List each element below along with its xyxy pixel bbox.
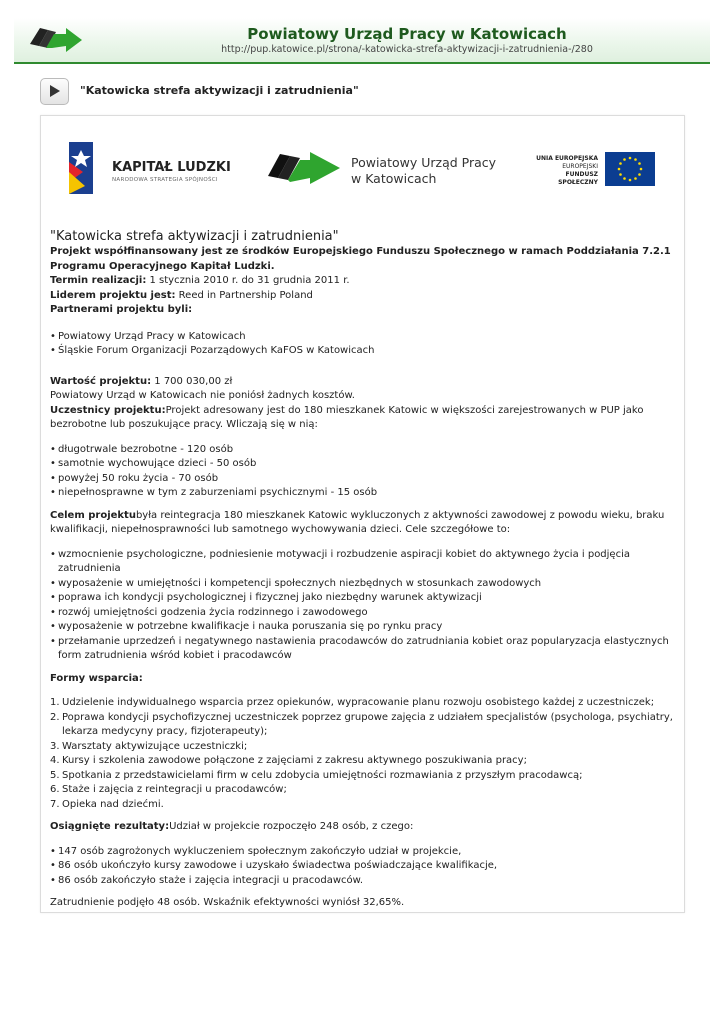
document-body [50,228,676,911]
list-number: 1. [50,697,60,708]
list-item: • wyposażenie w potrzebne kwalifikacje i nauka poruszania się po rynku pracy [50,620,676,635]
pup-logo-line2: w Katowicach [351,171,437,186]
participants-label: Uczestnicy projektu: [50,404,166,416]
list-item [50,740,676,755]
list-number: 7. [50,798,60,810]
list-text: Warsztaty aktywizujące uczestniczki; [62,740,248,752]
pup-logo-icon [26,22,86,56]
results-label: Osiągnięte rezultaty: [50,821,170,832]
play-icon [49,85,60,97]
list-item: • 86 osób ukończyło kursy zawodowe i uzyskało świadectwa poświadczające kwalifikacje, [50,859,676,874]
eu-line1: UNIA EUROPEJSKA [536,155,598,162]
pup-logo-large-icon [266,148,342,190]
list-number: 5. [50,769,60,781]
leader-label: Liderem projektu jest: [50,289,176,301]
doc-title: "Katowicka strefa aktywizacji i zatrudnienia" [50,229,339,244]
cofinance-text: Projekt współfinansowany jest ze środków Europejskiego Funduszu Społecznego w ramach Poddziałania 7.2.1 Programu Operacyjnego Kapitał Ludzki. [50,246,671,272]
goals-list [50,548,676,664]
support-list [50,696,676,812]
goal-value: była reintegracja 180 mieszkanek Katowic wykluczonych z aktywności zawodowej z powodu wieku, braku kwalifikacji, niepełnosprawności lub samotnego wychowywania dzieci. Cele szczegółowe to: [50,509,665,535]
eu-flag-icon [605,152,655,186]
list-item [50,783,676,798]
list-number: 2. [50,711,60,723]
results-list [50,845,676,889]
eu-text [528,155,598,187]
list-item [50,769,676,784]
value-row [50,375,676,390]
list-item: • długotrwale bezrobotne - 120 osób [50,443,676,458]
list-item: • 86 osób zakończyło staże i zajęcia integracji u pracodawców. [50,874,676,889]
leader-value: Reed in Partnership Poland [175,289,313,301]
eu-line2: EUROPEJSKI [562,163,598,170]
page-header [14,18,710,64]
participants-value: Projekt adresowany jest do 180 mieszkanek Katowic w większości zarejestrowanych w PUP jako bezrobotne lub poszukujące pracy. Wliczają się w nią: [50,404,644,430]
employment-text: Zatrudnienie podjęło 48 osób. Wskaźnik efektywności wyniósł 32,65%. [50,897,405,908]
pup-logo-line1: Powiatowy Urząd Pracy [351,155,497,170]
list-text: Udzielenie indywidualnego wsparcia przez opiekunów, wypracowanie planu rozwoju osobistego każdej z uczestniczek; [62,697,655,708]
list-item: • wyposażenie w umiejętności i kompetencji społecznych niezbędnych w stosunkach zawodowych [50,577,676,592]
partners-label: Partnerami projektu byli: [50,304,193,315]
value-value: 1 700 030,00 zł [151,375,233,387]
list-item: • samotnie wychowujące dzieci - 50 osób [50,457,676,472]
header-url[interactable]: http://pup.katowice.pl/strona/-katowicka-strefa-aktywizacji-i-zatrudnienia-/280 [221,44,593,55]
list-number: 4. [50,755,60,766]
goal-row [50,509,676,538]
section-title: "Katowicka strefa aktywizacji i zatrudnienia" [80,84,359,97]
list-number: 3. [50,740,60,752]
eu-line3: FUNDUSZ SPOŁECZNY [558,171,598,186]
list-item [50,754,676,769]
results-row [50,820,676,835]
list-item: • Powiatowy Urząd Pracy w Katowicach [50,330,676,345]
list-text: Staże i zajęcia z reintegracji u pracodawców; [62,784,287,795]
partners-list [50,330,676,359]
logo-bar [40,135,683,205]
results-value: Udział w projekcie rozpoczęło 248 osób, z czego: [169,821,414,832]
list-item: • poprawa ich kondycji psychologicznej i fizycznej jako niezbędny warunek aktywizacji [50,591,676,606]
section-play-button[interactable] [40,78,69,105]
list-item: • 147 osób zagrożonych wykluczeniem społecznym zakończyło udział w projekcie, [50,845,676,860]
list-text: Opieka nad dziećmi. [62,798,164,810]
term-value: 1 stycznia 2010 r. do 31 grudnia 2011 r. [146,275,350,286]
list-text: Spotkania z przedstawicielami firm w celu zdobycia umiejętności rozmawiania z przyszłym pracodawcą; [62,769,583,781]
value-label: Wartość projektu: [50,375,152,387]
kapital-ludzki-sub: NARODOWA STRATEGIA SPÓJNOŚCI [112,177,218,183]
list-item: • wzmocnienie psychologiczne, podniesienie motywacji i rozbudzenie aspiracji kobiet do aktywnego życia i podjęcia zatrudnienia [50,548,676,577]
list-item [50,696,676,711]
header-title: Powiatowy Urząd Pracy w Katowicach [247,25,567,43]
participants-row [50,404,676,433]
list-item: • rozwój umiejętności godzenia życia rodzinnego i zawodowego [50,606,676,621]
list-item: • przełamanie uprzedzeń i negatywnego nastawienia pracodawców do zatrudniania kobiet oraz popularyzacja elastycznych form zatrudnienia wśród kobiet i pracodawców [50,635,676,664]
list-item [50,711,676,740]
kapital-ludzki-name: KAPITAŁ LUDZKI [112,160,231,175]
list-item: • powyżej 50 roku życia - 70 osób [50,472,676,487]
kapital-ludzki-logo-icon [65,142,97,194]
goal-label: Celem projektu [50,509,136,521]
list-number: 6. [50,784,60,795]
list-item: • Śląskie Forum Organizacji Pozarządowych KaFOS w Katowicach [50,344,676,359]
list-text: Kursy i szkolenia zawodowe połączone z zajęciami z zakresu aktywnego poszukiwania pracy; [62,755,527,766]
leader-row [50,289,676,304]
term-row [50,274,676,289]
term-label: Termin realizacji: [50,275,147,286]
list-item: • niepełnosprawne w tym z zaburzeniami psychicznymi - 15 osób [50,486,676,501]
list-text: Poprawa kondycji psychofizycznej uczestniczek poprzez grupowe zajęcia z udziałem specjalistów (psychologa, psychiatry, lekarza medycyny pracy, fizjoterapeuty); [62,711,673,737]
groups-list [50,443,676,501]
support-label: Formy wsparcia: [50,672,143,684]
list-item [50,798,676,813]
no-cost-text: Powiatowy Urząd w Katowicach nie poniósł żadnych kosztów. [50,390,355,401]
